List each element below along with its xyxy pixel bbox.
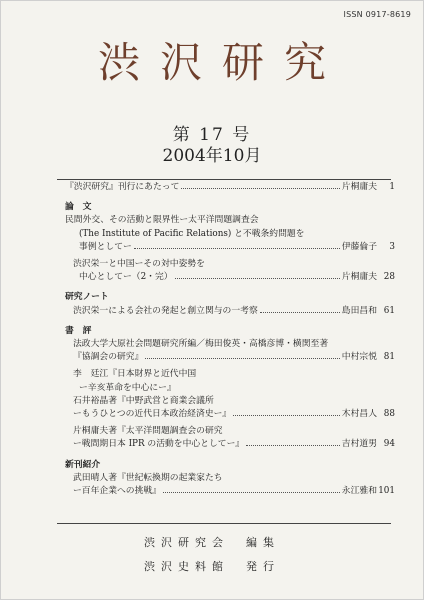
review-3-line-1: 片桐庸夫著『太平洋問題調査会の研究 <box>73 426 223 437</box>
review-2-line-2: ー辛亥革命を中心にー』 <box>79 382 176 393</box>
journal-title: 渋沢研究 <box>97 38 346 87</box>
article-2-line-1: 渋沢栄一と中国ーその対中姿勢を <box>73 259 205 270</box>
issue-date: 2004年10月 <box>162 146 262 166</box>
toc-entry-book-1[interactable]: ー百年企業への挑戦』 永江雅和 101 <box>73 486 395 497</box>
toc-entry-article-1[interactable]: 事例としてー 伊藤倫子 3 <box>79 241 395 252</box>
issue-number: 第 17 号 <box>172 125 252 145</box>
article-1-line-1: 民間外交、その活動と限界性ー太平洋問題調査会 <box>65 215 259 226</box>
review-1-line-1: 法政大学大原社会問題研究所編／梅田俊英・高橋彦博・横関至著 <box>73 339 329 350</box>
toc-entry-review-2[interactable]: ーもうひとつの近代日本政治経済史ー』 木村昌人 88 <box>73 409 395 420</box>
editor-line: 渋沢研究会 編集 <box>144 536 280 549</box>
section-heading-new-books: 新刊紹介 <box>65 459 101 470</box>
section-heading-ronbun: 論 文 <box>65 202 92 213</box>
toc-entry-review-1[interactable]: 『協調会の研究』 中村宗悦 81 <box>73 352 395 363</box>
article-1-line-2: (The Institute of Pacific Relations) と不戦条約問題を <box>79 228 305 239</box>
section-heading-review: 書 評 <box>65 325 92 336</box>
leader-dots <box>163 485 340 493</box>
publisher-line: 渋沢史料館 発行 <box>144 560 280 573</box>
toc-entry-foreword[interactable]: 『渋沢研究』刊行にあたって 片桐庸夫 1 <box>65 182 395 192</box>
leader-dots <box>233 408 340 416</box>
divider-top <box>57 179 391 180</box>
issn-number: ISSN 0917-8619 <box>343 10 411 19</box>
book-1-line-1: 武田晴人著『世紀転換期の起業家たち <box>73 472 223 483</box>
table-of-contents <box>57 181 395 498</box>
leader-dots <box>246 438 340 446</box>
review-2-line-3: 石井裕晶著『中野武営と商業会議所 <box>73 395 214 406</box>
leader-dots <box>134 241 340 249</box>
leader-dots <box>260 305 340 313</box>
leader-dots <box>175 271 340 279</box>
review-2-line-1: 李 廷江『日本財界と近代中国 <box>73 369 197 380</box>
toc-entry-article-2[interactable]: 中心としてー（2・完） 片桐庸夫 28 <box>79 272 395 283</box>
leader-dots <box>181 181 339 189</box>
toc-entry-note-1[interactable]: 渋沢栄一による会社の発起と創立関与の一考察 島田昌和 61 <box>73 305 395 316</box>
divider-bottom <box>57 523 391 524</box>
leader-dots <box>145 351 339 359</box>
toc-entry-review-3[interactable]: ー戦間期日本 IPR の活動を中心としてー』 吉村道男 94 <box>73 439 395 450</box>
section-heading-note: 研究ノート <box>65 292 109 303</box>
